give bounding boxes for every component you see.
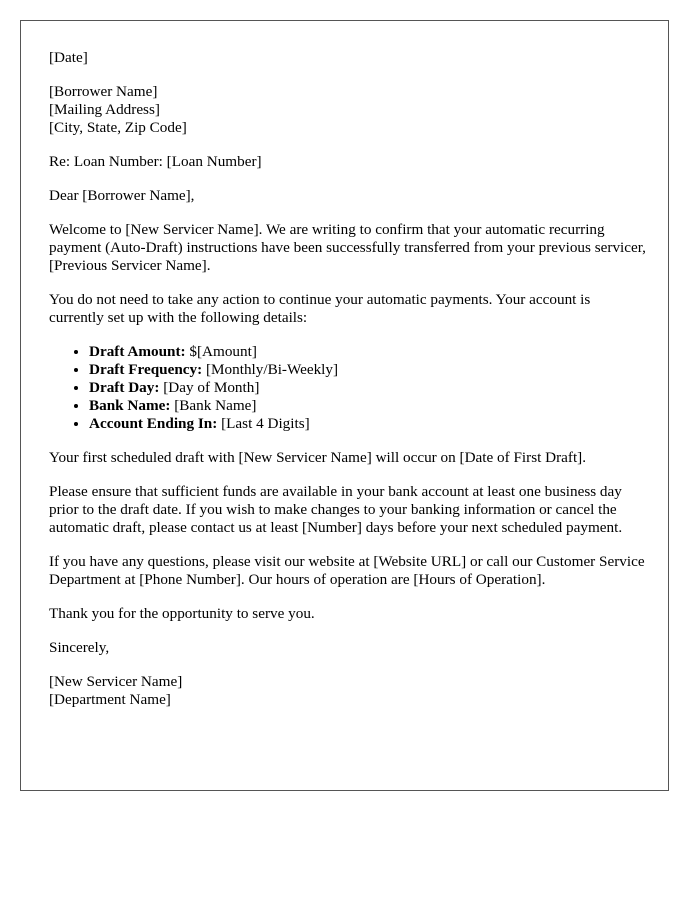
recipient-name: [Borrower Name] [49,83,158,100]
recipient-block [49,83,648,137]
detail-draft-amount: • Draft Amount: $[Amount] [89,343,648,361]
paragraph-thanks: Thank you for the opportunity to serve you. [49,605,315,622]
draft-details-list [49,343,648,433]
signature-block [49,673,648,709]
paragraph-no-action: You do not need to take any action to continue your automatic payments. Your account is currently set up with the following details: [49,291,591,326]
detail-draft-day: • Draft Day: [Day of Month] [89,379,648,397]
letter-date: [Date] [49,49,88,66]
recipient-address: [Mailing Address] [49,101,160,118]
paragraph-welcome: Welcome to [New Servicer Name]. We are writing to confirm that your automatic recurring payment (Auto-Draft) instructions have been successfully transferred from your previous servicer, [Previous Servicer Name]. [49,221,646,274]
paragraph-contact: If you have any questions, please visit our website at [Website URL] or call our Customer Service Department at [Phone Number]. Our hours of operation are [Hours of Operation]. [49,553,645,588]
paragraph-sufficient-funds: Please ensure that sufficient funds are available in your bank account at least one business day prior to the draft date. If you wish to make changes to your banking information or cancel the automatic draft, please contact us at least [Number] days before your next scheduled payment. [49,483,623,536]
recipient-city-state-zip: [City, State, Zip Code] [49,119,187,136]
closing: Sincerely, [49,639,110,656]
signature-department: [Department Name] [49,691,171,708]
loan-reference: Re: Loan Number: [Loan Number] [49,153,262,170]
detail-account-ending: • Account Ending In: [Last 4 Digits] [89,415,648,433]
detail-draft-frequency: • Draft Frequency: [Monthly/Bi-Weekly] [89,361,648,379]
paragraph-first-draft: Your first scheduled draft with [New Servicer Name] will occur on [Date of First Draft]. [49,449,587,466]
signature-name: [New Servicer Name] [49,673,183,690]
letter-document [20,20,669,791]
detail-bank-name: • Bank Name: [Bank Name] [89,397,648,415]
salutation: Dear [Borrower Name], [49,187,195,204]
